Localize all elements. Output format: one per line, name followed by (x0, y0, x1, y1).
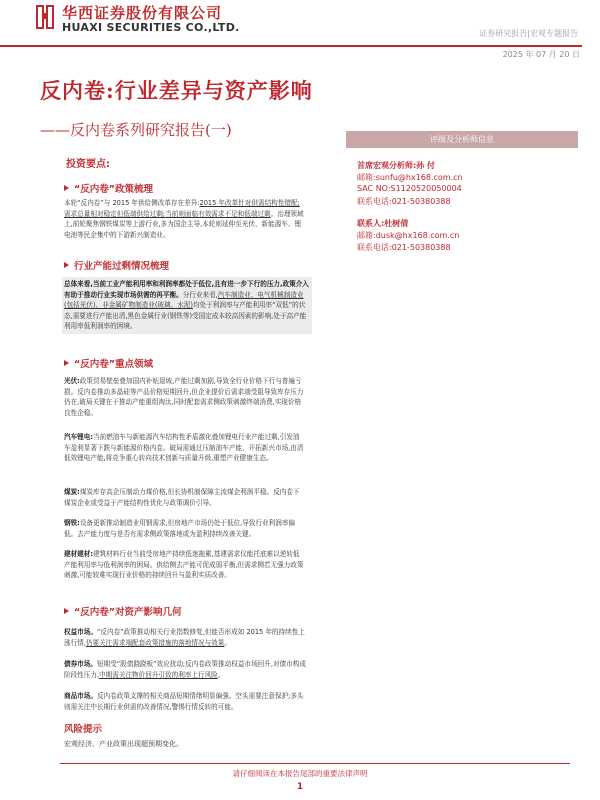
legal-notice: 请仔细阅读在本报告尾部的重要法律声明 (232, 769, 368, 778)
section-key-areas-title: “反内卷”重点领域 (64, 356, 153, 370)
report-title: 反内卷:行业差异与资产影响 (40, 78, 313, 103)
contact-name: 联系人:杜树倩 (357, 219, 409, 228)
section-policy-title: “反内卷”政策梳理 (64, 181, 153, 195)
key-points-title: 投资要点: (66, 159, 110, 170)
triangle-bullet-icon (64, 185, 69, 191)
company-name-en: HUAXI SECURITIES CO.,LTD. (62, 21, 240, 34)
contact-phone: 联系电话:021-50380388 (357, 243, 451, 252)
footer-rule (60, 763, 570, 764)
triangle-bullet-icon (64, 608, 69, 614)
header-rule (0, 45, 582, 47)
asset-impact-item: 债券市场。短期受“股债跷跷板”效应扰动;反内卷政策推动权益市场回升,对债市构成阶段性压力,中期需关注物价回升引致的利率上行风险。 (64, 660, 306, 679)
asset-impact-item: 商品市场。反内卷政策支撑的相关商品短期情绪明显偏强。空头需要注意保护;多头则需关注中长期行业供需的改善情况,警惕行情反转的可能。 (64, 692, 304, 711)
analyst-sac: SAC NO:S1120520050004 (357, 184, 462, 193)
report-date: 2025 年 07 月 20 日 (502, 50, 580, 59)
company-logo (34, 3, 56, 31)
analyst-name: 首席宏观分析师:孙 付 (357, 161, 435, 170)
risk-title: 风险提示 (64, 724, 103, 735)
key-area-item: 汽车锂电:当前燃油车与新能源汽车结构性矛盾激化叠加锂电行业产能过剩,引发油车盈利显著下跌与新能源价格内卷。破局需通过压缩油车产能、开拓新兴市场,由清低效锂电产能,将竞争重心转向技术创新与质量升级,重塑产业健康生态。 (64, 433, 304, 462)
asset-impact-item: 权益市场。“反内卷”政策推动相关行业指数修复,但能否形成如 2015 年的持续性上涨行情,仍要关注需求端配套政策措施的落地情况与效果。 (64, 628, 305, 647)
analyst-panel-heading: 评级及分析师信息 (346, 131, 578, 148)
key-area-item: 建材建材:建筑材料行业当前受房地产持续低迷拖累,基建需求仅能托底难以逆转低产能利用率与低利润率的困局。供给侧去产能可促成弱平衡,但需求侧若无强力政策刺激,可能较难实现行业价格的持续回升与盈利实质改善。 (64, 550, 304, 579)
section-overcapacity-body: 总体来看,当前工业产能利用率和利润率都处于低位,且有进一步下行的压力,政策介入有助于推动行业实现市场供需的再平衡。分行业来看,汽车制造业、电气机械制造业(包括光伏)、非金属矿物制造业(玻璃、水泥)均处于利润率与产能利用率“双低”的状态,需要进行产能出清,黑色金属行业(钢铁等)受国定成本较高因素的影响,处于高产能利用率低利润率的困境。 (62, 277, 312, 334)
section-overcapacity-title: 行业产能过剩情况梳理 (64, 258, 169, 272)
company-name-cn: 华西证券股份有限公司 (62, 4, 223, 22)
report-subtitle: ——反内卷系列研究报告(一) (40, 121, 232, 139)
report-type: 证券研究报告|宏观专题报告 (479, 29, 578, 38)
key-area-item: 钢铁:设备更新推动制造业用钢需求,但房地产市场仍处于低位,导致行业利润率偏低。去产能力度与是否有需求侧政策落地或为盈利持续改善关键。 (64, 519, 296, 538)
section-policy-body: 本轮“反内卷”与 2015 年供给侧改革存在差异:2015 年改革针对供需结构性错配;需求总量相对稳定但低端供给过剩;当前则面临有效需求不足和低端过剩。治理领域上,前轮聚焦钢铁煤炭等上游行业,多为国企主导,本轮则延伸至光伏、新能源车、锂电池等民企集中的下游新兴制造业。 (64, 199, 304, 239)
risk-text: 宏观经济、产业政策出现超预期变化。 (64, 740, 183, 748)
page-number: 1 (296, 782, 304, 792)
analyst-phone: 联系电话:021-50380388 (357, 197, 451, 206)
triangle-bullet-icon (64, 262, 69, 268)
triangle-bullet-icon (64, 360, 69, 366)
key-area-item: 光伏:政策贸易壁垒叠加国内补贴退坡,产能过剩加剧,导致全行业价格下行与普遍亏损。反内卷推动多晶硅等产品价格短期回升,但企业提价后需求端受阻导致库存压力仍在,破局关键在于推动产能重组淘汰,同时配套需求侧政策刺激终端消费,实现价格良性企稳。 (64, 377, 304, 417)
contact-email[interactable]: 邮箱:dusk@hx168.com.cn (357, 231, 460, 240)
section-asset-impact-title: “反内卷”对资产影响几何 (64, 604, 182, 618)
analyst-email[interactable]: 邮箱:sunfu@hx168.com.cn (357, 173, 463, 182)
key-area-item: 煤炭:煤炭库存高企压制动力煤价格,但长协机制保障主流煤企利润平稳。反内卷下煤炭企业或受益于产能结构性优化与政策调价引导。 (64, 488, 300, 507)
